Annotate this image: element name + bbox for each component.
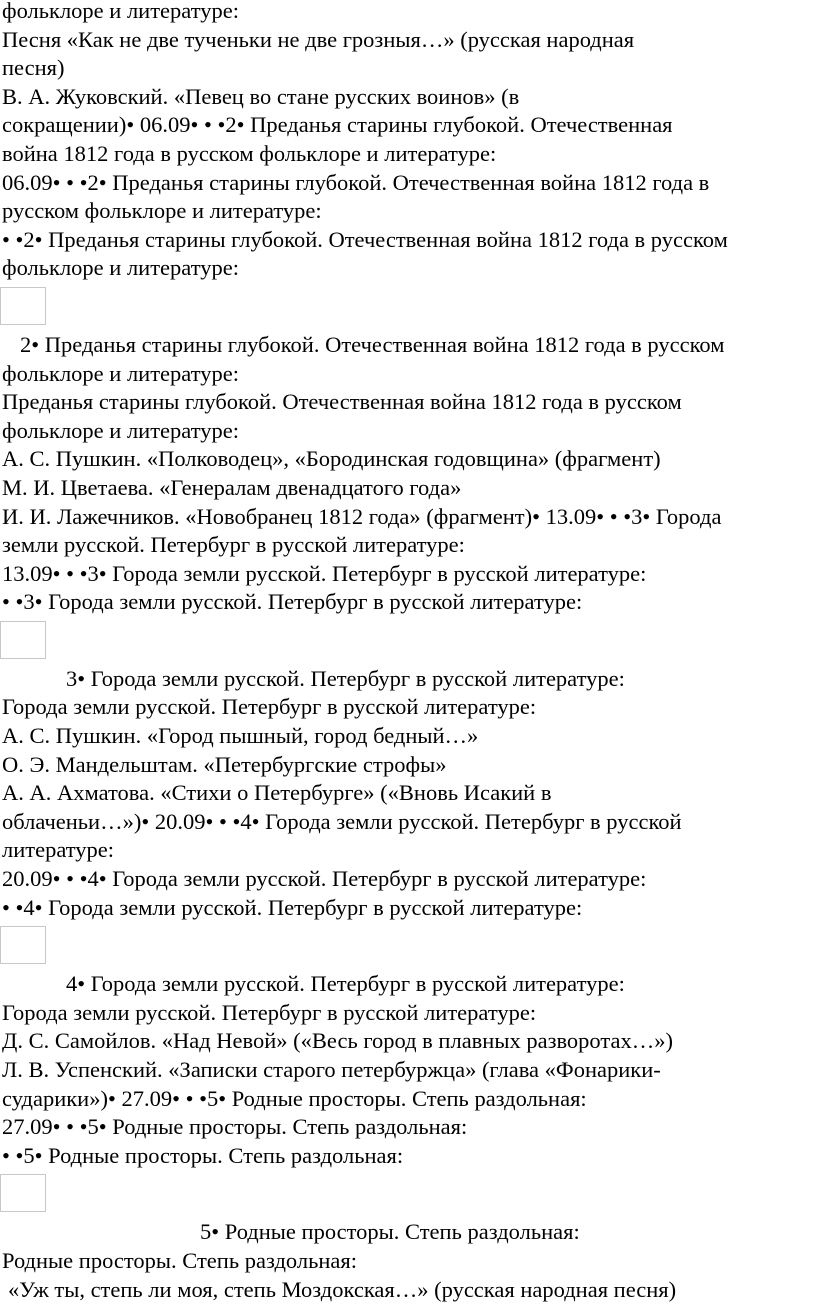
text-line: 20.09• • •4• Города земли русской. Петербург в русской литературе: <box>2 866 647 892</box>
text-line: А. С. Пушкин. «Полководец», «Бородинская годовщина» (фрагмент) <box>2 446 661 472</box>
text-line: 27.09• • •5• Родные просторы. Степь раздольная: <box>2 1114 468 1140</box>
text-line: • •2• Преданья старины глубокой. Отечественная война 1812 года в русском <box>2 226 728 252</box>
text-line: 4• Города земли русской. Петербург в русской литературе: <box>66 971 625 997</box>
text-line: песня) <box>2 55 65 81</box>
text-line: облаченьи…»)• 20.09• • •4• Города земли русской. Петербург в русской <box>2 808 682 834</box>
text-line: М. И. Цветаева. «Генералам двенадцатого года» <box>2 474 462 500</box>
text-line: сокращении)• 06.09• • •2• Преданья старины глубокой. Отечественная <box>2 112 673 138</box>
text-line: А. С. Пушкин. «Город пышный, город бедный…» <box>2 723 479 749</box>
text-line: земли русской. Петербург в русской литературе: <box>2 532 465 558</box>
image-placeholder <box>0 621 46 659</box>
text-line: фольклоре и литературе: <box>2 417 239 443</box>
text-line: Города земли русской. Петербург в русской литературе: <box>2 999 537 1025</box>
text-line: 06.09• • •2• Преданья старины глубокой. Отечественная война 1812 года в <box>2 169 710 195</box>
text-line: Города земли русской. Петербург в русской литературе: <box>2 694 537 720</box>
text-line: война 1812 года в русском фольклоре и литературе: <box>2 140 497 166</box>
text-line: • •3• Города земли русской. Петербург в русской литературе: <box>2 589 583 615</box>
image-placeholder <box>0 1174 46 1212</box>
text-line: 3• Города земли русской. Петербург в русской литературе: <box>66 665 625 691</box>
text-line: Преданья старины глубокой. Отечественная война 1812 года в русском <box>2 389 682 415</box>
text-line: фольклоре и литературе: <box>2 360 239 386</box>
text-line: литературе: <box>2 837 115 863</box>
text-line: И. И. Лажечников. «Новобранец 1812 года» (фрагмент)• 13.09• • •3• Города <box>2 503 722 529</box>
text-line: Д. С. Самойлов. «Над Невой» («Весь город в плавных разворотах…») <box>2 1028 673 1054</box>
text-line: О. Э. Мандельштам. «Петербургские строфы» <box>2 751 447 777</box>
text-line: фольклоре и литературе: <box>2 255 239 281</box>
text-line: 5• Родные просторы. Степь раздольная: <box>200 1219 580 1245</box>
text-line: фольклоре и литературе: <box>2 0 239 23</box>
text-line: Родные просторы. Степь раздольная: <box>2 1247 357 1273</box>
text-line: А. А. Ахматова. «Стихи о Петербурге» («Вновь Исакий в <box>2 780 552 806</box>
text-line: Л. В. Успенский. «Записки старого петербуржца» (глава «Фонарики- <box>2 1057 661 1082</box>
image-placeholder <box>0 926 46 964</box>
text-line: сударики»)• 27.09• • •5• Родные просторы. Степь раздольная: <box>2 1085 587 1111</box>
image-placeholder <box>0 287 46 325</box>
text-line: В. А. Жуковский. «Певец во стане русских воинов» (в <box>2 83 520 109</box>
text-line: • •4• Города земли русской. Петербург в русской литературе: <box>2 894 583 920</box>
text-line: «Уж ты, степь ли моя, степь Моздокская…» (русская народная песня) <box>8 1276 677 1302</box>
text-line: Песня «Как не две тученьки не две грозныя…» (русская народная <box>2 26 635 52</box>
text-line: русском фольклоре и литературе: <box>2 198 322 224</box>
text-line: • •5• Родные просторы. Степь раздольная: <box>2 1142 404 1168</box>
text-line: 13.09• • •3• Города земли русской. Петербург в русской литературе: <box>2 560 647 586</box>
text-line: 2• Преданья старины глубокой. Отечественная война 1812 года в русском <box>20 331 725 357</box>
